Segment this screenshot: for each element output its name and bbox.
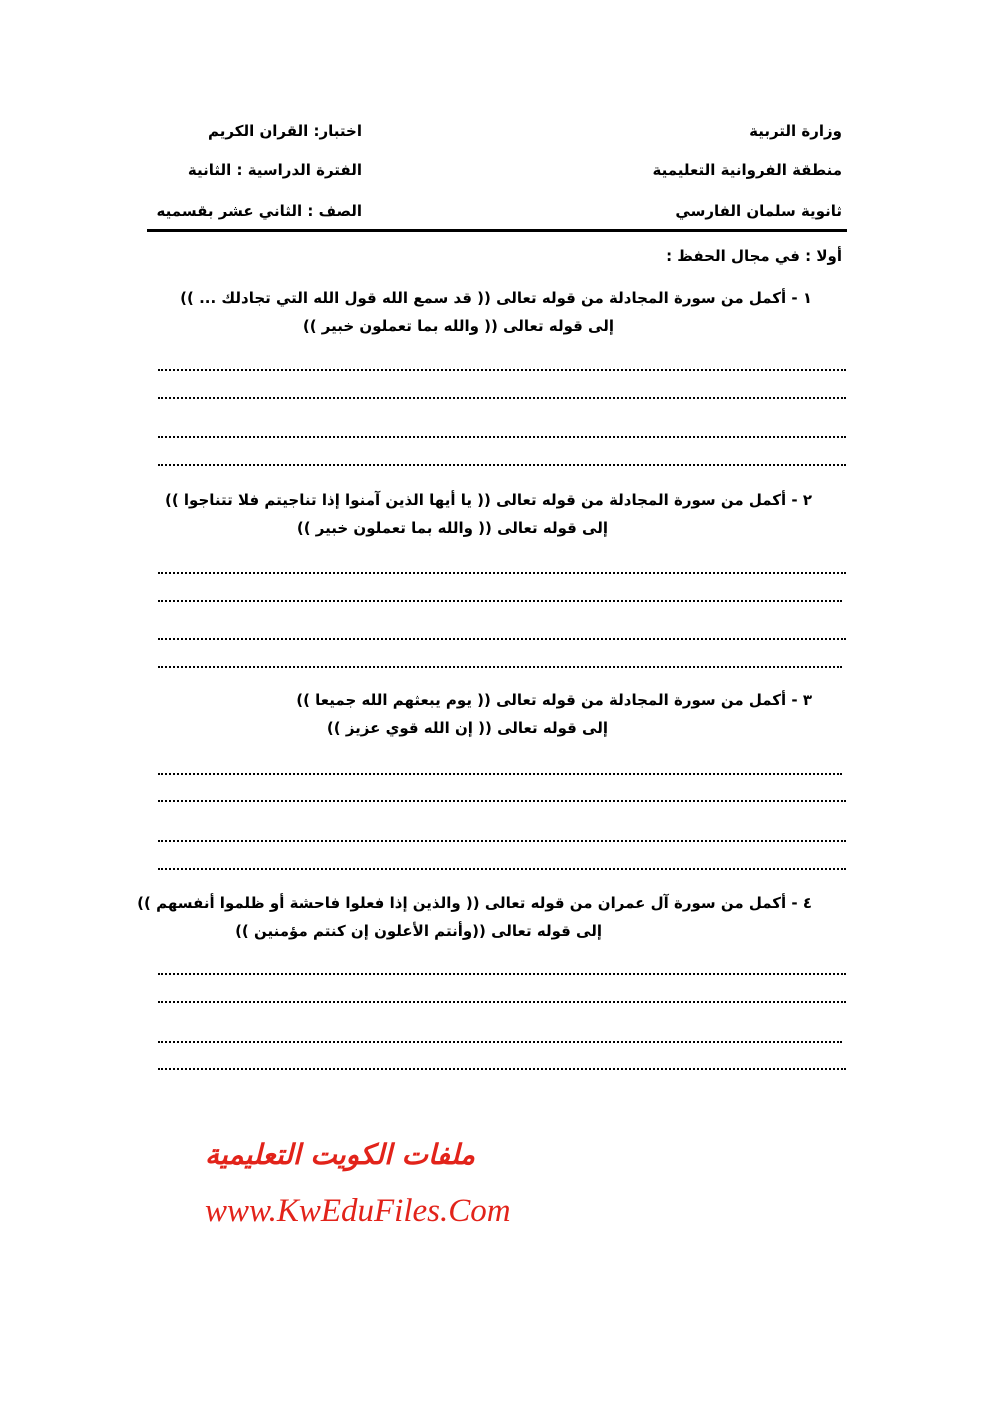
question-1-prompt: ١ - أكمل من سورة المجادلة من قوله تعالى (( قد سمع الله قول الله التي تجادلك ... )) [180, 289, 812, 307]
question-4-end: إلى قوله تعالى ((وأنتم الأعلون إن كنتم مؤمنين )) [235, 922, 602, 940]
answer-line[interactable] [158, 973, 846, 975]
answer-line[interactable] [158, 773, 842, 775]
answer-line[interactable] [158, 1001, 846, 1003]
section-title: أولا : في مجال الحفظ : [666, 247, 842, 265]
answer-line[interactable] [158, 436, 846, 438]
school-name: ثانوية سلمان الفارسي [675, 202, 842, 220]
question-3-end: إلى قوله تعالى (( إن الله قوي عزيز )) [326, 719, 608, 737]
watermark-url[interactable]: www.KwEduFiles.Com [205, 1193, 511, 1229]
answer-line[interactable] [158, 666, 842, 668]
ministry-name: وزارة التربية [749, 122, 842, 140]
study-period: الفترة الدراسية : الثانية [187, 161, 362, 179]
answer-line[interactable] [158, 369, 846, 371]
question-3-prompt: ٣ - أكمل من سورة المجادلة من قوله تعالى (( يوم يبعثهم الله جميعا )) [296, 691, 812, 709]
answer-line[interactable] [158, 638, 846, 640]
district-name: منطقة الفروانية التعليمية [652, 161, 842, 179]
answer-line[interactable] [158, 840, 846, 842]
header-divider [147, 229, 847, 232]
watermark-arabic: ملفات الكويت التعليمية [205, 1138, 475, 1171]
question-4-prompt: ٤ - أكمل من سورة آل عمران من قوله تعالى (( والذين إذا فعلوا فاحشة أو ظلموا أنفسهم )) [137, 894, 812, 912]
answer-line[interactable] [158, 868, 846, 870]
answer-line[interactable] [158, 800, 846, 802]
answer-line[interactable] [158, 1068, 846, 1070]
answer-line[interactable] [158, 397, 846, 399]
grade-level: الصف : الثاني عشر بقسميه [156, 202, 362, 220]
question-2-prompt: ٢ - أكمل من سورة المجادلة من قوله تعالى (( يا أيها الذين آمنوا إذا تناجيتم فلا تتناجوا )) [164, 491, 812, 509]
answer-line[interactable] [158, 600, 842, 602]
exam-subject: اختبار: القران الكريم [208, 122, 362, 140]
answer-line[interactable] [158, 464, 846, 466]
question-2-end: إلى قوله تعالى (( والله بما تعملون خبير )) [296, 519, 608, 537]
question-1-end: إلى قوله تعالى (( والله بما تعملون خبير )) [302, 317, 614, 335]
answer-line[interactable] [158, 572, 846, 574]
answer-line[interactable] [158, 1041, 842, 1043]
